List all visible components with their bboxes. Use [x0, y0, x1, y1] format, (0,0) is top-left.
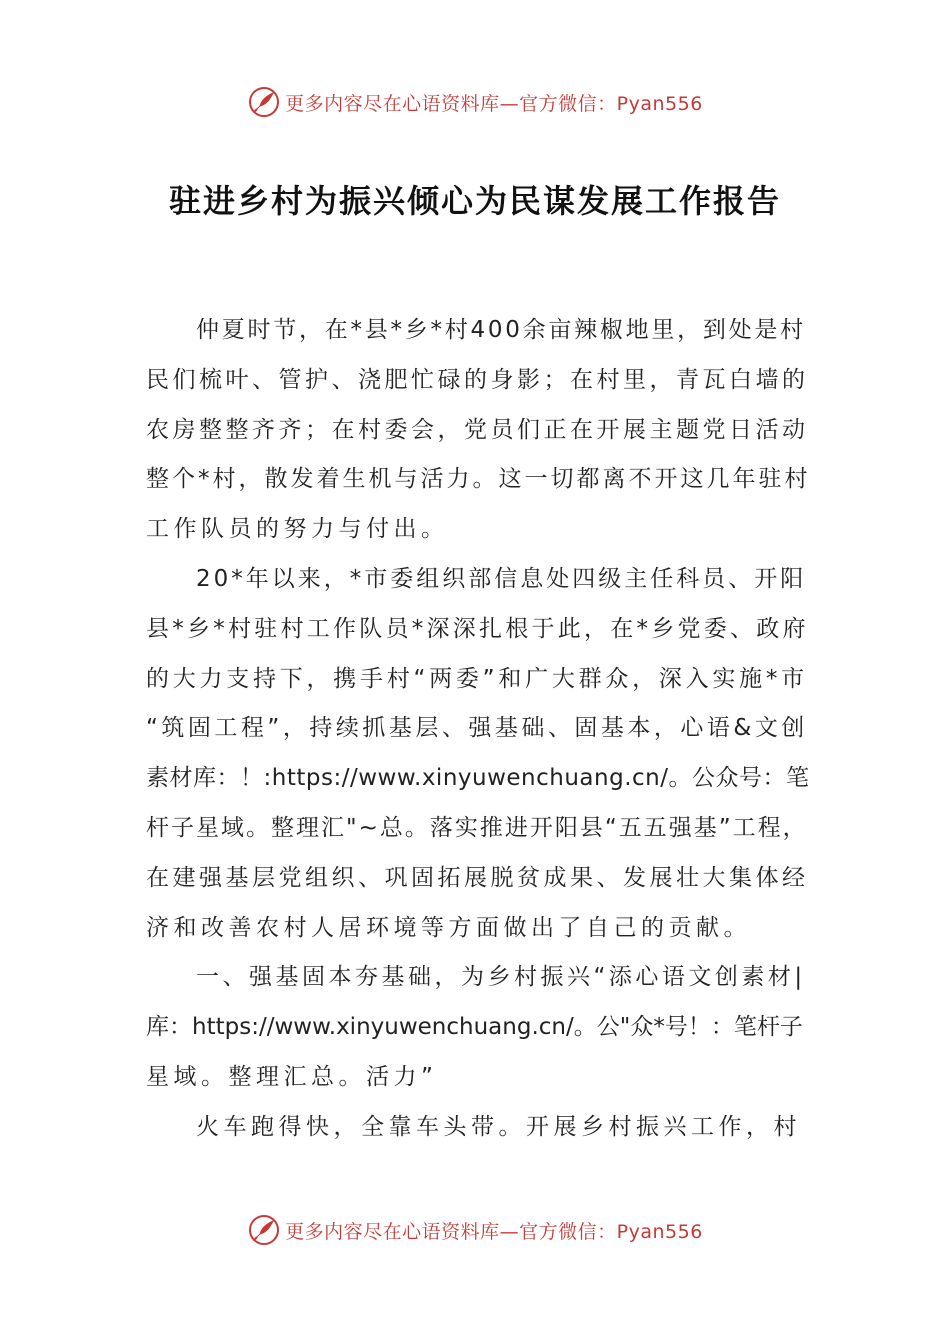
- text-line: “筑固工程”，持续抓基层、强基础、固基本，心语&文创: [146, 715, 808, 742]
- footer-banner-text: 更多内容尽在心语资料库—官方微信：Pyan556: [285, 1220, 703, 1243]
- text-line: 的大力支持下，携手村“两委”和广大群众，深入实施*市: [146, 665, 808, 692]
- text-line: 农房整整齐齐；在村委会，党员们正在开展主题党日活动: [146, 416, 809, 443]
- text-line: 县*乡*村驻村工作队员*深深扎根于此，在*乡党委、政府: [146, 615, 809, 642]
- text-line: 在建强基层党组织、巩固拓展脱贫成果、发展壮大集体经: [146, 864, 809, 891]
- text-line: 火车跑得快，全靠车头带。开展乡村振兴工作，村: [196, 1113, 801, 1140]
- header-banner-text: 更多内容尽在心语资料库—官方微信：Pyan556: [285, 92, 703, 115]
- footer-banner: [0, 1212, 950, 1248]
- text-line: 杆子星域。整理汇"~总。落实推进开阳县“五五强基”工程，: [146, 814, 808, 841]
- text-line: 民们梳叶、管护、浇肥忙碌的身影；在村里，青瓦白墙的: [146, 366, 809, 393]
- text-line: 20*年以来，*市委组织部信息处四级主任科员、开阳: [196, 565, 807, 592]
- document-title: 驻进乡村为振兴倾心为民谋发展工作报告: [168, 182, 781, 220]
- text-line: 星域。整理汇总。活力”: [146, 1063, 438, 1090]
- text-line: 库：https://www.xinyuwenchuang.cn/。公"众*号！：笔杆子: [146, 1014, 803, 1041]
- quill-logo-icon: [247, 85, 281, 119]
- header-banner: [0, 84, 950, 120]
- quill-logo-icon: [247, 1213, 281, 1247]
- text-line: 素材库：！:https://www.xinyuwenchuang.cn/。公众号：笔: [146, 765, 810, 792]
- text-line: 仲夏时节，在*县*乡*村400余亩辣椒地里，到处是村: [196, 317, 806, 343]
- text-line: 济和改善农村人居环境等方面做出了自己的贡献。: [146, 914, 751, 941]
- text-line: 一、强基固本夯基础，为乡村振兴“添心语文创素材|: [196, 964, 806, 991]
- document-body: [146, 306, 810, 1153]
- text-line: 工作队员的努力与付出。: [146, 516, 449, 543]
- text-line: 整个*村，散发着生机与活力。这一切都离不开这几年驻村: [146, 466, 810, 493]
